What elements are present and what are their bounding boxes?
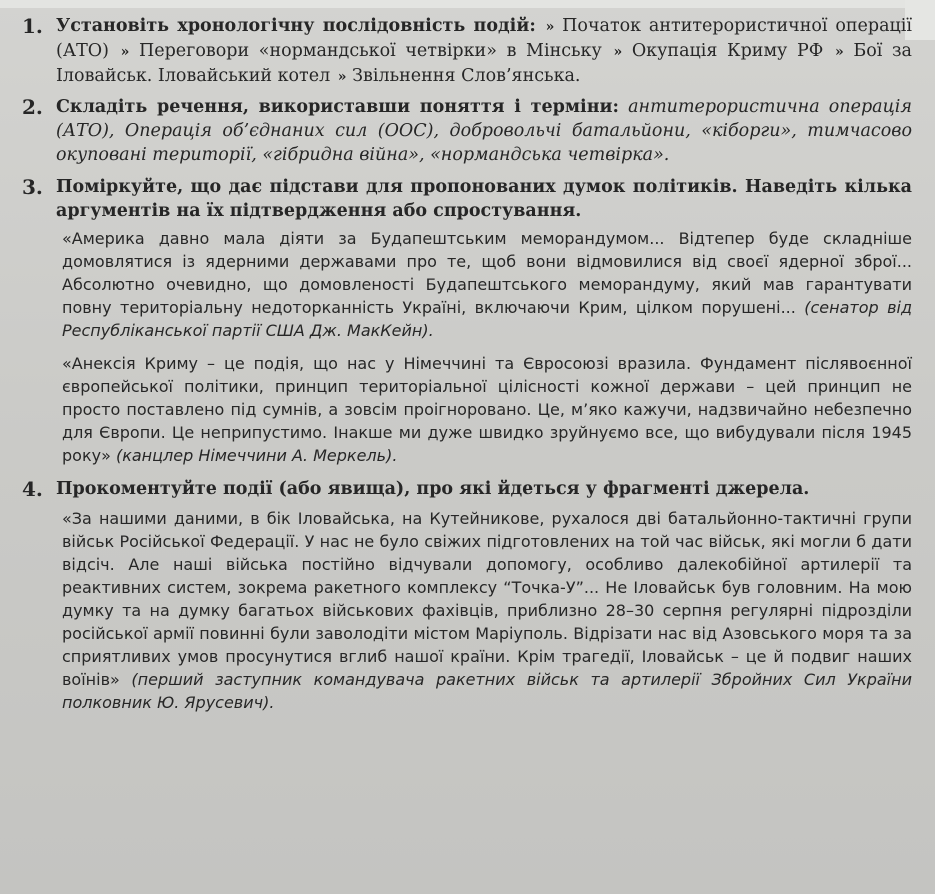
task-2 bbox=[22, 95, 912, 167]
event-item: Переговори «нормандської четвірки» в Мінську bbox=[138, 41, 602, 61]
task-text bbox=[56, 175, 912, 223]
event-item: Початок антитерористичної операції (АТО) bbox=[56, 16, 912, 61]
event-item: Звільнення Слов’янська. bbox=[352, 66, 581, 86]
task-1 bbox=[22, 14, 912, 89]
task-number: 4. bbox=[22, 477, 43, 501]
task-4 bbox=[22, 477, 912, 501]
task-text bbox=[56, 95, 912, 167]
event-item: Бої за Іловайськ. Іловайський котел bbox=[56, 41, 912, 86]
task-number: 2. bbox=[22, 95, 43, 119]
quote-mccain bbox=[62, 227, 912, 342]
separator-icon: » bbox=[120, 44, 128, 60]
quote-source: (перший заступник командувача ракетних військ та артилерії Збройних Сил України полковник Ю. Ярусевич). bbox=[62, 670, 912, 712]
quote-text: «Америка давно мала діяти за Будапештським меморандумом... Відтепер буде складніше домовлятися із ядерними державами про те, щоб вони відмовилися від своєї ядерної зброї... Абсолютно очевидно, що домовленості Будапештського меморандуму, який мав гарантувати повну територіальну недоторканність Україні, включаючи Крим, цілком порушені... bbox=[62, 229, 912, 317]
quote-text: «За нашими даними, в бік Іловайська, на Кутейникове, рухалося дві батальйонно-тактичні групи військ Російської Федерації. У нас не було свіжих підготовлених на той час військ, які могли б дати відсіч. Але наші війська постійно відчували допомогу, особливо далекобійної артилерії та реактивних систем, зокрема ракетного комплексу “Точка-У”... Не Іловайськ був головним. На мою думку та на думку багатьох військових фахівців, приблизно 28–30 серпня регулярні підрозділи російської армії повинні були заволодіти містом Маріуполь. Відрізати нас від Азовського моря та за сприятливих умов просунутися вглиб нашої країни. Крім трагедії, Іловайськ – це й подвиг наших воїнів» bbox=[62, 509, 912, 689]
quote-source: (сенатор від Республіканської партії США Дж. МакКейн). bbox=[62, 298, 913, 340]
separator-icon: » bbox=[545, 19, 553, 35]
separator-icon: » bbox=[834, 44, 842, 60]
separator-icon: » bbox=[337, 69, 345, 85]
task-number: 3. bbox=[22, 175, 43, 199]
task-text bbox=[56, 14, 912, 89]
quote-source: (канцлер Німеччини А. Меркель). bbox=[115, 446, 398, 465]
task-heading: Установіть хронологічну послідовність подій: bbox=[56, 16, 536, 36]
task-heading: Складіть речення, використавши поняття і терміни: bbox=[56, 97, 619, 117]
event-item: Окупація Криму РФ bbox=[631, 41, 824, 61]
task-terms: антитерористична операція (АТО), Операція об’єднаних сил (ООС), добровольчі батальйони, «кіборги», тимчасово окуповані території, «гібридна війна», «нормандська четвірка». bbox=[56, 97, 912, 165]
task-heading: Поміркуйте, що дає підстави для пропонованих думок політиків. Наведіть кілька аргументів на їх підтвердження або спростування. bbox=[56, 177, 912, 221]
exercise-list bbox=[22, 14, 912, 714]
separator-icon: » bbox=[613, 44, 621, 60]
quote-text: «Анексія Криму – це подія, що нас у Німеччині та Євросоюзі вразила. Фундамент післявоєнної європейської політики, принцип територіальної цілісності кожної держави – цей принцип не просто поставлено під сумнів, а зовсім проігноровано. Це, м’яко кажучи, надзвичайно небезпечно для Європи. Це неприпустимо. Інакше ми дуже швидко зруйнуємо все, що вибудували після 1945 року» bbox=[62, 354, 912, 465]
task-3 bbox=[22, 175, 912, 223]
task-number: 1. bbox=[22, 14, 43, 38]
task-heading: Прокоментуйте події (або явища), про які йдеться у фрагменті джерела. bbox=[56, 479, 810, 499]
quote-yarusevych bbox=[62, 507, 912, 714]
top-edge bbox=[0, 0, 935, 8]
task-text bbox=[56, 477, 912, 501]
quote-merkel bbox=[62, 352, 912, 467]
